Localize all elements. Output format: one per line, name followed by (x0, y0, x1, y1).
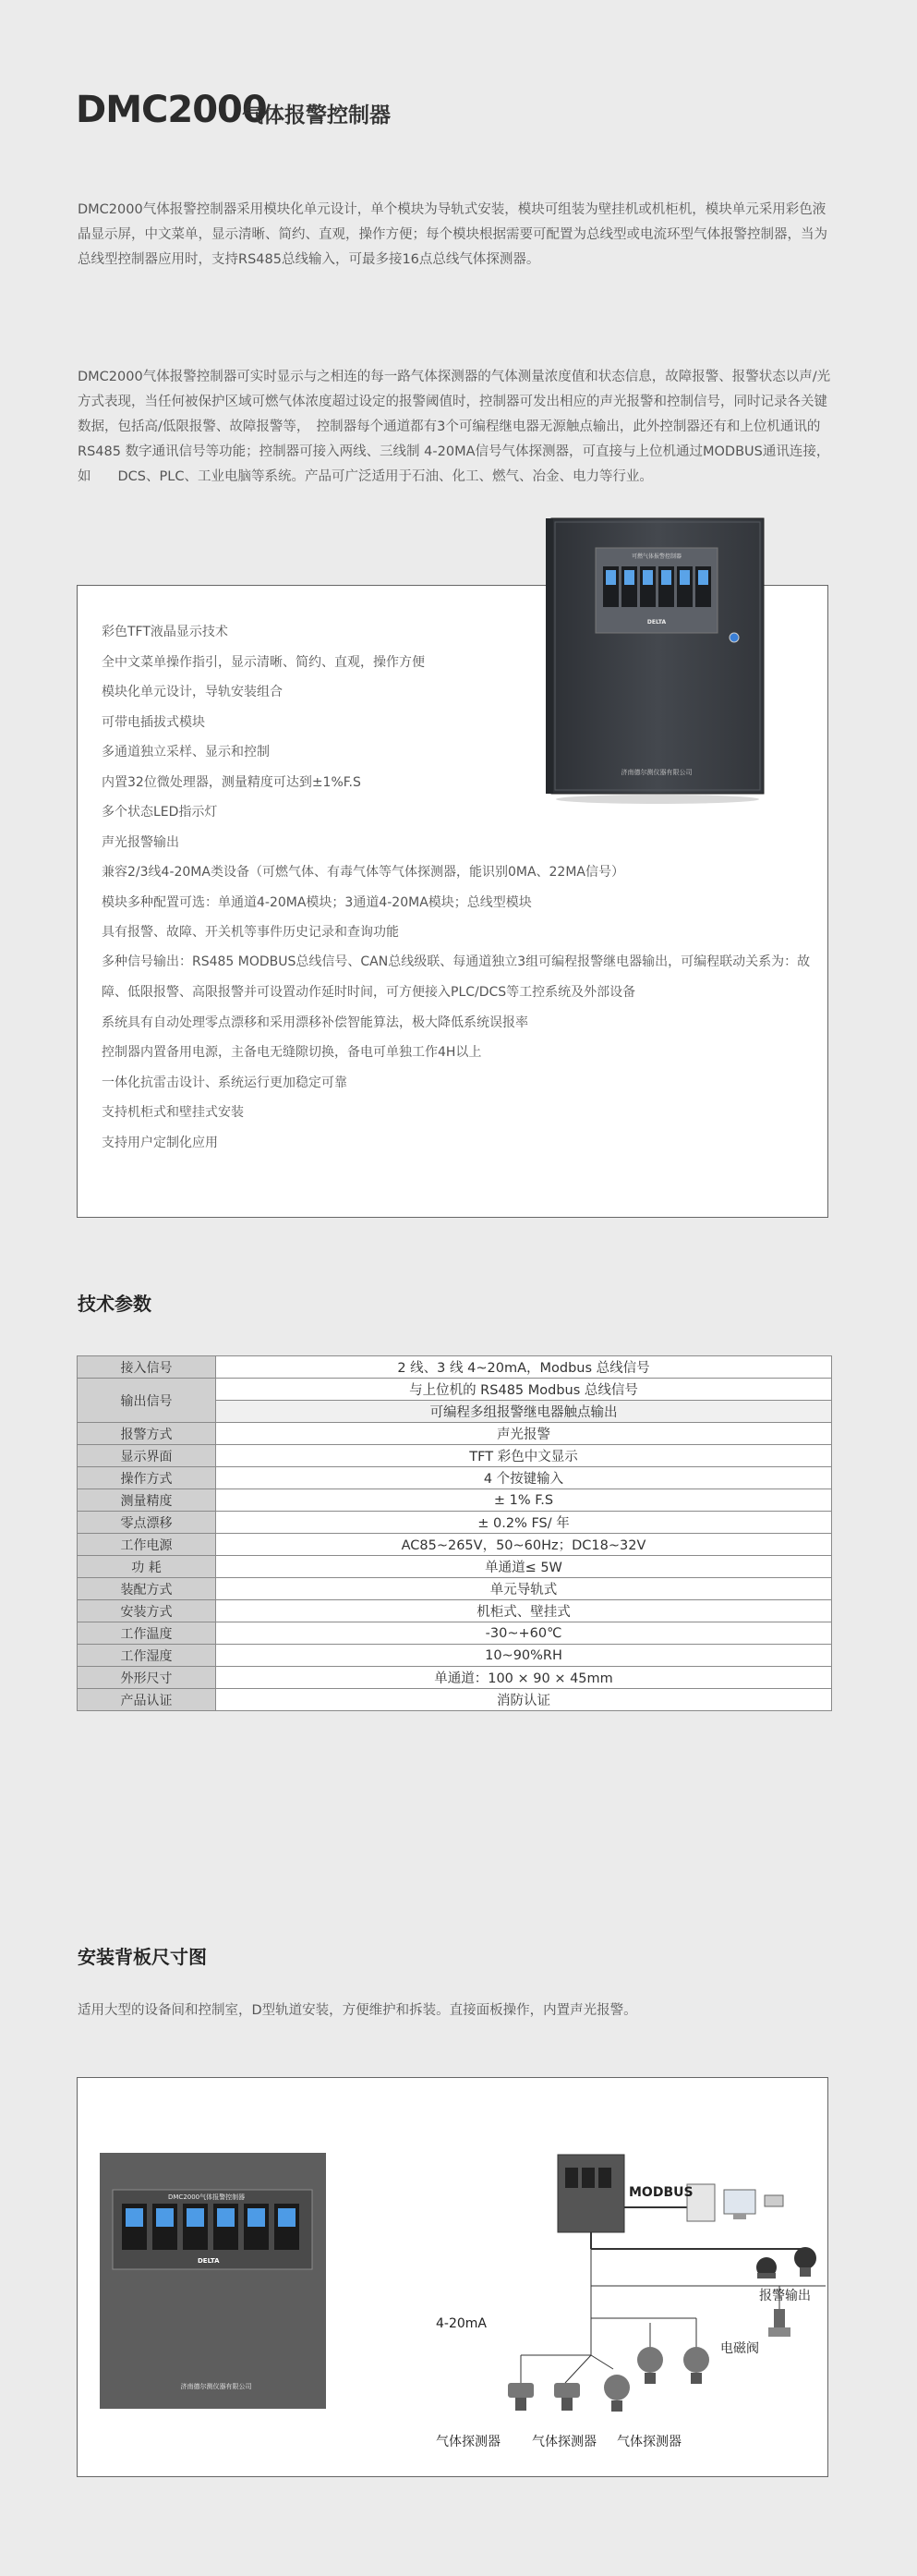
signal-label: 4-20mA (436, 2316, 487, 2331)
detector-label-3: 气体探测器 (617, 2435, 682, 2449)
install-section-title: 安装背板尺寸图 (78, 1946, 207, 1968)
spec-section-title: 技术参数 (78, 1293, 151, 1315)
spec-value: 10~90%RH (216, 1645, 832, 1667)
spec-key: 工作温度 (78, 1622, 216, 1645)
feature-item: 多通道独立采样、显示和控制 (102, 745, 270, 759)
spec-row (78, 1356, 832, 1379)
feature-item: 模块多种配置可选：单通道4-20MA模块；3通道4-20MA模块；总线型模块 (102, 894, 532, 910)
spec-key: 接入信号 (78, 1356, 216, 1379)
feature-item: 系统具有自动处理零点漂移和采用漂移补偿智能算法，极大降低系统误报率 (102, 1015, 528, 1030)
modbus-label: MODBUS (629, 2185, 694, 2200)
spec-key: 安装方式 (78, 1600, 216, 1622)
spec-row (78, 1600, 832, 1622)
feature-item: 多个状态LED指示灯 (102, 805, 218, 820)
panel-company: 济南德尔测仪器有限公司 (180, 2383, 252, 2390)
spec-row (78, 1645, 832, 1667)
spec-value: 4 个按键输入 (216, 1467, 832, 1489)
alarm-output-label: 报警输出 (759, 2289, 811, 2303)
install-diagram-box (77, 2077, 828, 2477)
spec-value: 声光报警 (216, 1423, 832, 1445)
solenoid-valve-icon (768, 2309, 790, 2337)
spec-key: 外形尺寸 (78, 1667, 216, 1689)
feature-item: 声光报警输出 (102, 834, 179, 850)
feature-item: 全中文菜单操作指引，显示清晰、简约、直观，操作方便 (102, 654, 425, 670)
product-model-title: DMC2000 (76, 89, 267, 131)
feature-item: 兼容2/3线4-20MA类设备（可燃气体、有毒气体等气体探测器，能识别0MA、22MA信号） (102, 865, 624, 880)
detector-label-1: 气体探测器 (436, 2435, 501, 2449)
spec-key: 报警方式 (78, 1423, 216, 1445)
feature-item: 可带电插拔式模块 (102, 714, 205, 730)
spec-key: 功 耗 (78, 1556, 216, 1578)
spec-key: 显示界面 (78, 1445, 216, 1467)
feature-item: 模块化单元设计，导轨安装组合 (102, 685, 283, 699)
feature-item: 内置32位微处理器，测量精度可达到±1%F.S (102, 774, 361, 790)
install-description: 适用大型的设备间和控制室，D型轨道安装，方便维护和拆装。直接面板操作，内置声光报警。 (78, 2003, 637, 2018)
gas-detector-icon (508, 2347, 709, 2412)
alarm-siren-icon (756, 2247, 816, 2278)
cabinet-brand: DELTA (646, 619, 667, 626)
spec-row (78, 1512, 832, 1534)
spec-key: 装配方式 (78, 1578, 216, 1600)
panel-label: DMC2000气体报警控制器 (168, 2193, 246, 2201)
spec-value: 单元导轨式 (216, 1578, 832, 1600)
spec-row (78, 1556, 832, 1578)
spec-value: ± 0.2% FS/ 年 (216, 1512, 832, 1534)
spec-row (78, 1667, 832, 1689)
feature-item: 一体化抗雷击设计、系统运行更加稳定可靠 (102, 1075, 347, 1090)
spec-value: 单通道：100 × 90 × 45mm (216, 1667, 832, 1689)
detector-label-2: 气体探测器 (532, 2435, 597, 2449)
cabinet-top-label: 可燃气体报警控制器 (631, 553, 682, 560)
feature-item: 彩色TFT液晶显示技术 (102, 625, 228, 639)
computer-icon (687, 2184, 783, 2221)
feature-item: 控制器内置备用电源，主备电无缝隙切换，备电可单独工作4H以上 (102, 1045, 482, 1060)
spec-value: AC85~265V，50~60Hz；DC18~32V (216, 1534, 832, 1556)
spec-value: ± 1% F.S (216, 1489, 832, 1512)
diagram-controller-icon (558, 2155, 624, 2232)
spec-table (77, 1355, 832, 1711)
cabinet-indicator-lamp (730, 633, 739, 642)
controller-cabinet-image (542, 511, 769, 805)
feature-item: 多种信号输出：RS485 MODBUS总线信号、CAN总线级联、每通道独立3组可编程报警继电器输出，可编程联动关系为：故障、低限报警、高限报警并可设置动作延时时间，可方便接入PLC/DCS等工控系统及外部设备 (102, 954, 811, 1000)
feature-item: 支持机柜式和壁挂式安装 (102, 1105, 244, 1120)
spec-key: 产品认证 (78, 1689, 216, 1711)
spec-row (78, 1445, 832, 1467)
spec-key: 零点漂移 (78, 1512, 216, 1534)
valve-label: 电磁阀 (720, 2341, 759, 2356)
spec-row (78, 1578, 832, 1600)
spec-value: 可编程多组报警继电器触点输出 (216, 1401, 832, 1423)
spec-key: 输出信号 (78, 1379, 216, 1423)
panel-brand: DELTA (198, 2257, 220, 2265)
spec-value: 单通道≤ 5W (216, 1556, 832, 1578)
spec-value: -30~+60℃ (216, 1622, 832, 1645)
spec-key: 测量精度 (78, 1489, 216, 1512)
spec-row (78, 1467, 832, 1489)
feature-item: 支持用户定制化应用 (102, 1135, 218, 1150)
product-name-title: 气体报警控制器 (242, 103, 391, 128)
spec-value: 2 线、3 线 4~20mA，Modbus 总线信号 (216, 1356, 832, 1379)
feature-item: 具有报警、故障、开关机等事件历史记录和查询功能 (102, 925, 399, 940)
spec-row (78, 1689, 832, 1711)
spec-value: 消防认证 (216, 1689, 832, 1711)
spec-row (78, 1423, 832, 1445)
intro-paragraph-1: DMC2000气体报警控制器采用模块化单元设计，单个模块为导轨式安装，模块可组装为壁挂机或机柜机，模块单元采用彩色液晶显示屏，中文菜单，显示清晰、简约、直观，操作方便；每个模块根据需要可配置为总线型或电流环型气体报警控制器，当为总线型控制器应用时，支持RS485总线输入，可最多接16点总线气体探测器。 (78, 202, 827, 267)
spec-value: TFT 彩色中文显示 (216, 1445, 832, 1467)
spec-key: 工作电源 (78, 1534, 216, 1556)
intro-paragraph-2: DMC2000气体报警控制器可实时显示与之相连的每一路气体探测器的气体测量浓度值和状态信息，故障报警、报警状态以声/光方式表现，当任何被保护区域可燃气体浓度超过设定的报警阈值时，控制器可发出相应的声光报警和控制信号，同时记录各关键数据，包括高/低限报警、故障报警等， 控制器每个通道都有3个可编程继电器无源触点输出，此外控制器还有和上位机通讯的RS485 数字通讯信号等功能；控制器可接入两线、三线制 4-20MA信号气体探测器，可直接与上位机通过MODBUS通讯连接，如 DCS、PLC、工业电脑等系统。产品可广泛适用于石油、化工、燃气、冶金、电力等行业。 (78, 370, 831, 484)
mounting-panel-image (100, 2153, 326, 2409)
spec-row (78, 1379, 832, 1401)
spec-key: 操作方式 (78, 1467, 216, 1489)
cabinet-company: 济南德尔测仪器有限公司 (621, 769, 693, 776)
spec-row (78, 1534, 832, 1556)
spec-value: 机柜式、壁挂式 (216, 1600, 832, 1622)
spec-row (78, 1622, 832, 1645)
spec-row (78, 1489, 832, 1512)
spec-key: 工作湿度 (78, 1645, 216, 1667)
spec-value: 与上位机的 RS485 Modbus 总线信号 (216, 1379, 832, 1401)
